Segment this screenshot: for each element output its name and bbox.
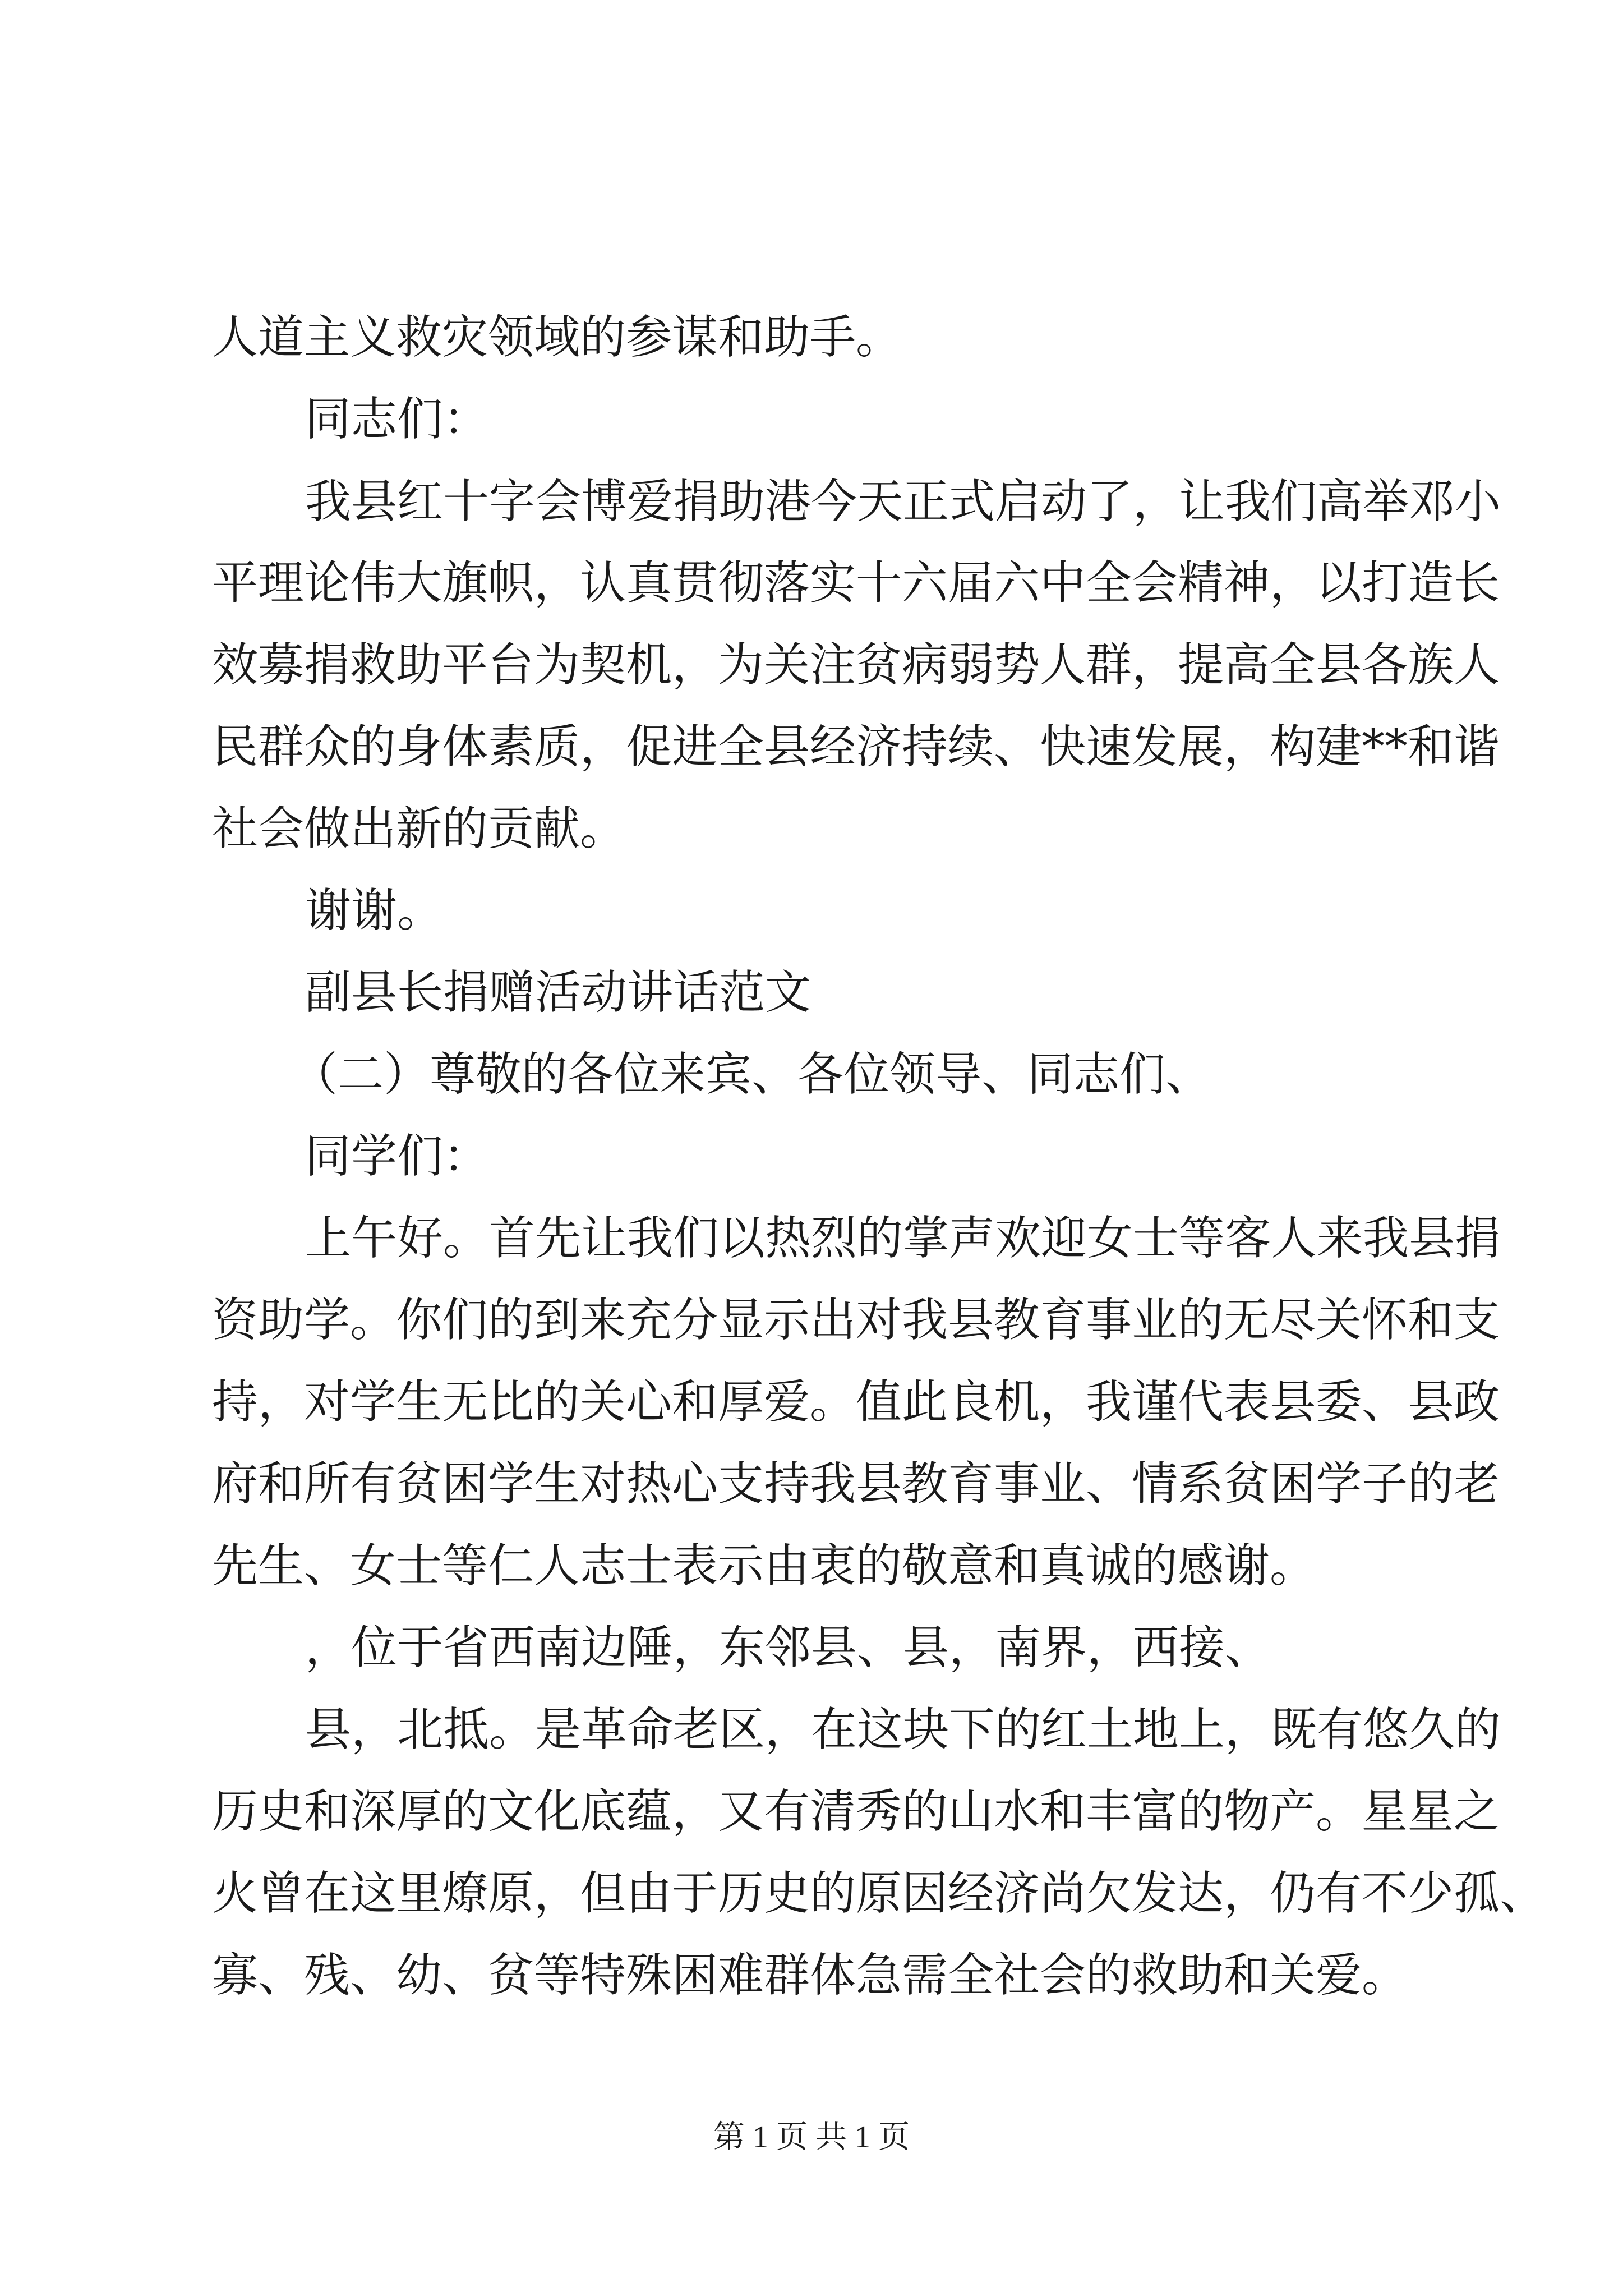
- text-line: 资助学。你们的到来充分显示出对我县教育事业的无尽关怀和支: [212, 1294, 1500, 1347]
- text-line: 持，对学生无比的关心和厚爱。值此良机，我谨代表县委、县政: [212, 1375, 1500, 1429]
- text-line: 民群众的身体素质，促进全县经济持续、快速发展，构建**和谐: [212, 720, 1500, 774]
- text-line: 同志们：: [305, 393, 490, 446]
- text-line: 火曾在这里燎原，但由于历史的原因经济尚欠发达，仍有不少孤、: [212, 1867, 1546, 1920]
- text-line: 我县红十字会博爱捐助港今天正式启动了，让我们高举邓小: [305, 475, 1501, 528]
- text-line: （二）尊敬的各位来宾、各位领导、同志们、: [292, 1048, 1212, 1101]
- text-line: ，位于省西南边陲，东邻县、县，南界，西接、: [305, 1621, 1271, 1674]
- text-line: 谢谢。: [305, 884, 444, 937]
- text-line: 上午好。首先让我们以热烈的掌声欢迎女士等客人来我县捐: [305, 1212, 1501, 1265]
- text-line: 社会做出新的贡献。: [212, 802, 626, 855]
- text-line: 效募捐救助平台为契机，为关注贫病弱势人群，提高全县各族人: [212, 638, 1500, 692]
- text-line: 府和所有贫困学生对热心支持我县教育事业、情系贫困学子的老: [212, 1457, 1500, 1511]
- text-line: 平理论伟大旗帜，认真贯彻落实十六届六中全会精神，以打造长: [212, 556, 1500, 610]
- section-heading: 副县长捐赠活动讲话范文: [305, 966, 811, 1019]
- text-line: 人道主义救灾领域的参谋和助手。: [212, 311, 902, 364]
- text-line: 县，北抵。是革命老区，在这块下的红土地上，既有悠久的: [305, 1703, 1501, 1756]
- text-line: 先生、女士等仁人志士表示由衷的敬意和真诚的感谢。: [212, 1539, 1316, 1593]
- page-footer: 第 1 页 共 1 页: [713, 2120, 910, 2155]
- text-line: 同学们：: [305, 1130, 490, 1183]
- text-line: 寡、残、幼、贫等特殊困难群体急需全社会的救助和关爱。: [212, 1949, 1408, 2002]
- text-line: 历史和深厚的文化底蕴，又有清秀的山水和丰富的物产。星星之: [212, 1785, 1500, 1838]
